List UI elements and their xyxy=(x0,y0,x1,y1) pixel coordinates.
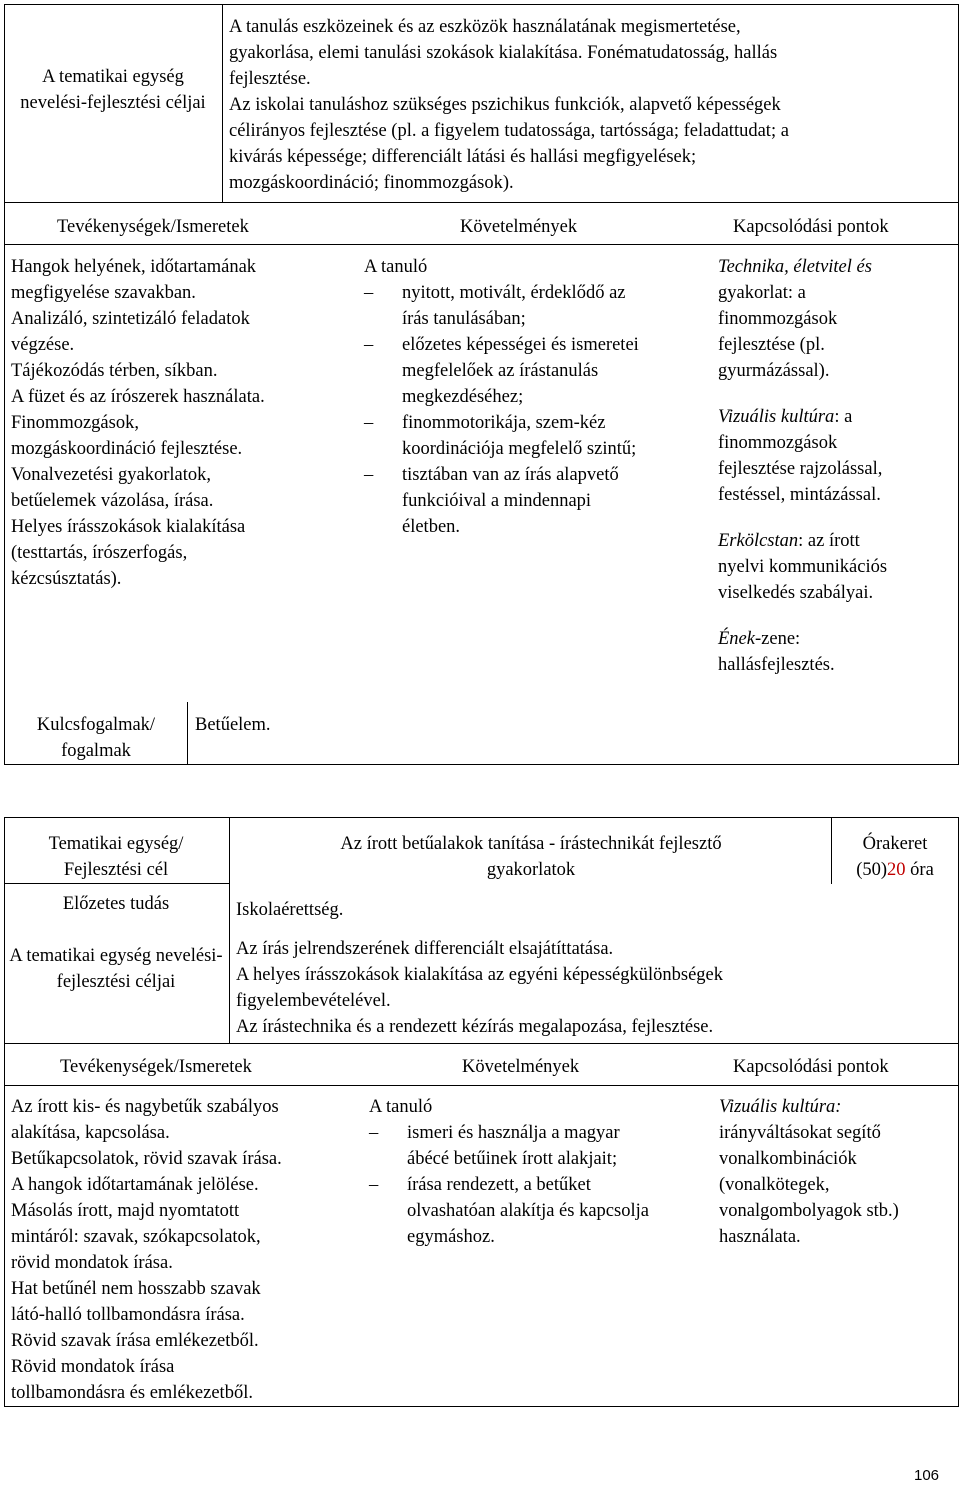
table1-divider xyxy=(187,702,188,765)
hours-frame xyxy=(834,831,956,883)
table1-border-bottom xyxy=(4,764,959,765)
table2-divider xyxy=(4,883,229,884)
requirement-item: – finommotorikája, szem-kéz koordinációja megfelelő szintű; xyxy=(364,410,709,462)
table2-border-top xyxy=(4,817,959,818)
goals-label: A tematikai egység nevelési-fejlesztési céljai xyxy=(20,67,206,113)
key-concepts-value: Betűelem. xyxy=(195,715,271,735)
column-header-requirements: Követelmények xyxy=(462,1057,580,1077)
column-header-requirements: Követelmények xyxy=(460,217,578,237)
column-header-activities: Tevékenységek/Ismeretek xyxy=(57,217,249,237)
unit-title: Az írott betűalakok tanítása - írástechnikát fejlesztő gyakorlatok xyxy=(340,834,722,880)
unit-label: Tematikai egység/ Fejlesztési cél xyxy=(48,834,184,880)
table1-divider xyxy=(4,244,959,245)
connection-item: Erkölcstan: az írott nyelvi kommunikációs viselkedés szabályai. xyxy=(718,531,888,603)
connection-subject: Vizuális kultúra: xyxy=(719,1097,842,1117)
key-concepts-label: Kulcsfogalmak/ fogalmak xyxy=(36,715,156,761)
requirement-item: – előzetes képességei és ismeretei megfelelőek az írástanulás megkezdéséhez; xyxy=(364,332,709,410)
connection-item: Ének-zene: hallásfejlesztés. xyxy=(718,629,835,675)
requirements-intro: A tanuló xyxy=(364,257,428,277)
activities-list: Hangok helyének, időtartamának megfigyelése szavakban. Analizáló, szintetizáló feladatok végzése. Tájékozódás térben, síkban. A füzet és az írószerek használata. Finommozgások, mozgáskoordináció fejlesztése. Vonalvezetési gyakorlatok, betűelemek vázolása, írása. Helyes írásszokások kialakítása (testtartás, írószerfogás, kézcsúsztatás). xyxy=(11,257,265,589)
requirements-list xyxy=(369,1094,714,1250)
requirement-item: – nyitott, motivált, érdeklődő az írás tanulásában; xyxy=(364,280,709,332)
connections-list: Vizuális kultúra: irányváltásokat segítő vonalkombinációk (vonalkötegek, vonalgombolyagok stb.) használata. xyxy=(719,1094,955,1250)
requirements-intro: A tanuló xyxy=(369,1097,433,1117)
connections-list xyxy=(718,254,956,678)
table2-divider xyxy=(831,817,832,884)
table1-divider xyxy=(4,202,959,203)
requirement-item: – tisztában van az írás alapvető funkcióival a mindennapi életben. xyxy=(364,462,709,540)
connection-item: Vizuális kultúra: a finommozgások fejlesztése rajzolással, festéssel, mintázással. xyxy=(718,407,883,505)
table2-border-left xyxy=(4,817,5,1407)
table2-border-right xyxy=(958,817,959,1407)
table2-divider xyxy=(229,817,230,1044)
table1-border-left xyxy=(4,4,5,765)
column-header-connections: Kapcsolódási pontok xyxy=(733,217,889,237)
requirement-item: – ismeri és használja a magyar ábécé betűinek írott alakjait; xyxy=(369,1120,714,1172)
page-number: 106 xyxy=(914,1467,940,1484)
prior-knowledge-label: Előzetes tudás xyxy=(62,894,170,914)
goals-text: A tanulás eszközeinek és az eszközök használatának megismertetése, gyakorlása, elemi tanulási szokások kialakítása. Fonématudatosság, hallás fejlesztése. Az iskolai tanuláshoz szükséges pszichikus funkciók, alapvető képességek célirányos fejlesztése (pl. a figyelem tudatossága, tartóssága; feladattudat; a kivárás képessége; differenciált látási és hallási megfigyelések; mozgáskoordináció; finommozgások). xyxy=(229,17,789,193)
table2-divider xyxy=(4,1085,959,1086)
prior-knowledge-value: Iskolaérettség. xyxy=(236,900,344,920)
hours-label: Órakeret xyxy=(862,834,928,854)
table2-border-bottom xyxy=(4,1406,959,1407)
goals-text: Az írás jelrendszerének differenciált elsajátíttatása. A helyes írásszokások kialakítása az egyéni képességkülönbségek figyelembevételével. Az írástechnika és a rendezett kézírás megalapozása, fejlesztése. xyxy=(236,939,724,1037)
activities-list: Az írott kis- és nagybetűk szabályos alakítása, kapcsolása. Betűkapcsolatok, rövid szavak írása. A hangok időtartamának jelölése. Másolás írott, majd nyomtatott mintáról: szavak, szókapcsolatok, rövid mondatok írása. Hat betűnél nem hosszabb szavak látó-halló tollbamondásra írása. Rövid szavak írása emlékezetből. Rövid mondatok írása tollbamondásra és emlékezetből. xyxy=(11,1097,282,1403)
table2-divider xyxy=(4,1043,959,1044)
connection-item: Technika, életvitel és gyakorlat: a finommozgások fejlesztése (pl. gyurmázással). xyxy=(718,257,872,381)
requirements-list xyxy=(364,254,709,540)
column-header-connections: Kapcsolódási pontok xyxy=(733,1057,889,1077)
hours-value: (50)20 óra xyxy=(856,860,934,880)
table1-border-top xyxy=(4,4,959,5)
table1-border-right xyxy=(958,4,959,765)
table1-divider xyxy=(222,4,223,203)
goals-label: A tematikai egység nevelési-fejlesztési céljai xyxy=(9,946,223,992)
column-header-activities: Tevékenységek/Ismeretek xyxy=(60,1057,252,1077)
requirement-item: – írása rendezett, a betűket olvashatóan alakítja és kapcsolja egymáshoz. xyxy=(369,1172,714,1250)
